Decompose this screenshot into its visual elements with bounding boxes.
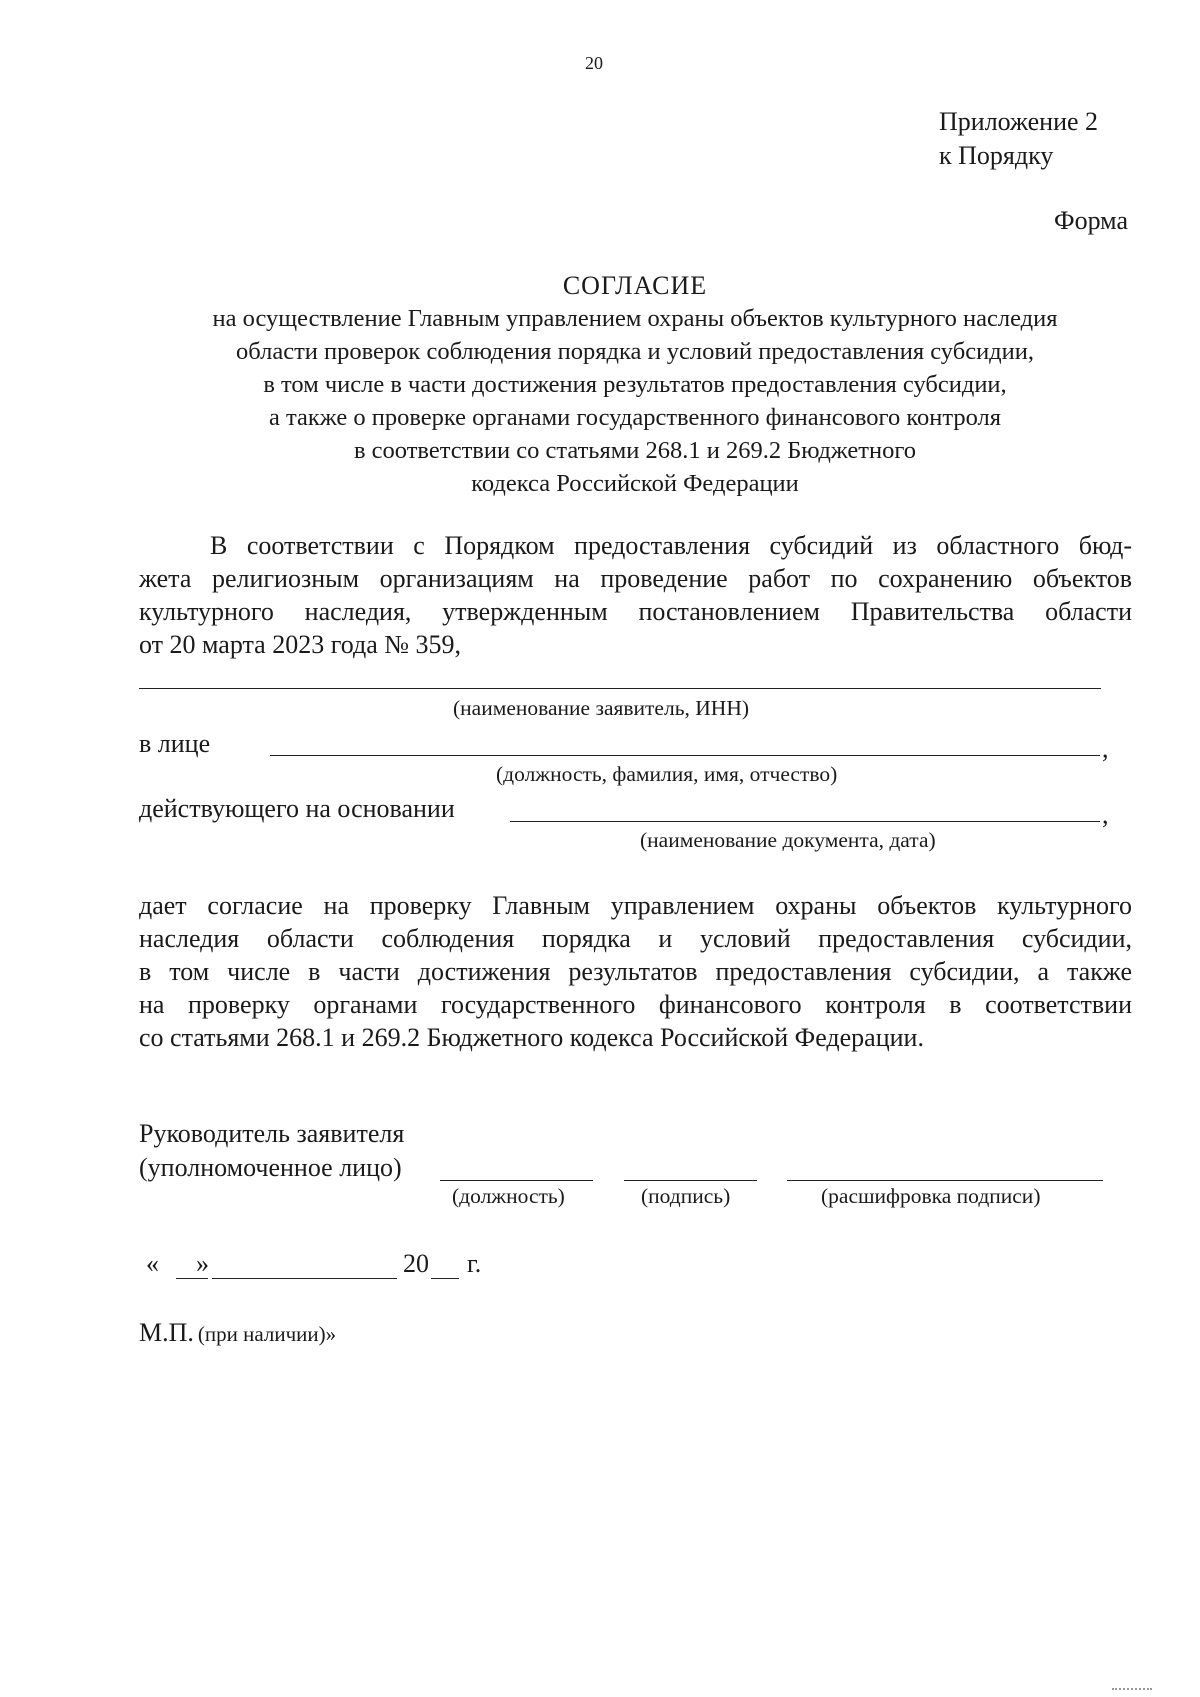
applicant-name-caption: (наименование заявитель, ИНН) — [453, 696, 750, 720]
signature-line[interactable] — [624, 1180, 757, 1181]
person-label: в лице — [139, 729, 211, 758]
appendix-line-1: Приложение 2 — [939, 107, 1099, 136]
person-comma: , — [1102, 734, 1109, 763]
basis-line[interactable] — [510, 821, 1100, 822]
person-line[interactable] — [270, 755, 1100, 756]
position-caption: (должность) — [452, 1184, 565, 1208]
document-title: СОГЛАСИЕ — [562, 271, 708, 300]
signature-decode-line[interactable] — [787, 1180, 1103, 1181]
position-line[interactable] — [440, 1180, 593, 1181]
subtitle-line: а также о проверке органами государственного финансового контроля — [268, 404, 1002, 431]
stamp-note: (при наличии)» — [197, 1322, 337, 1346]
signature-caption: (подпись) — [641, 1184, 731, 1208]
consent-line: в том числе в части достижения результатов предоставления субсидии, а также — [139, 957, 1132, 986]
consent-line: на проверку органами государственного финансового контроля в соответствии — [139, 990, 1132, 1019]
signature-decode-caption: (расшифровка подписи) — [821, 1184, 1041, 1208]
subtitle-line: области проверок соблюдения порядка и условий предоставления субсидии, — [235, 338, 1034, 365]
form-label: Форма — [1054, 206, 1128, 235]
date-close-quote: » — [196, 1249, 209, 1278]
intro-line: В соответствии с Порядком предоставления субсидий из областного бюд- — [210, 531, 1132, 560]
person-caption: (должность, фамилия, имя, отчество) — [496, 762, 838, 786]
subtitle-line: в том числе в части достижения результатов предоставления субсидии, — [263, 371, 1007, 398]
consent-line: наследия области соблюдения порядка и условий предоставления субсидии, — [139, 924, 1132, 953]
date-year-line[interactable] — [431, 1278, 459, 1279]
basis-label: действующего на основании — [139, 794, 455, 823]
appendix-line-2: к Порядку — [939, 141, 1054, 170]
applicant-name-line[interactable] — [139, 688, 1101, 689]
date-month-line[interactable] — [212, 1278, 397, 1279]
stamp-label: М.П. — [139, 1318, 194, 1347]
basis-caption: (наименование документа, дата) — [640, 828, 936, 852]
intro-line: культурного наследия, утвержденным постановлением Правительства области — [139, 597, 1132, 626]
page-number: 20 — [585, 53, 603, 73]
date-year-prefix: 20 — [403, 1249, 429, 1278]
intro-line: жета религиозным организациям на проведение работ по сохранению объектов — [139, 564, 1132, 593]
subtitle-line: кодекса Российской Федерации — [471, 470, 799, 497]
signatory-title-line-2: (уполномоченное лицо) — [139, 1153, 402, 1182]
stamp-placeholder — [139, 1317, 336, 1349]
scan-artifact — [1112, 1688, 1152, 1693]
date-year-suffix: г. — [467, 1249, 482, 1278]
date-open-quote: « — [146, 1249, 159, 1278]
subtitle-line: в соответствии со статьями 268.1 и 269.2 Бюджетного — [353, 437, 917, 464]
consent-line: со статьями 268.1 и 269.2 Бюджетного кодекса Российской Федерации. — [139, 1023, 924, 1052]
subtitle-line: на осуществление Главным управлением охраны объектов культурного наследия — [212, 305, 1058, 332]
consent-line: дает согласие на проверку Главным управлением охраны объектов культурного — [139, 891, 1132, 920]
intro-line: от 20 марта 2023 года № 359, — [139, 630, 462, 659]
basis-comma: , — [1102, 800, 1109, 829]
signatory-title-line-1: Руководитель заявителя — [139, 1119, 405, 1148]
